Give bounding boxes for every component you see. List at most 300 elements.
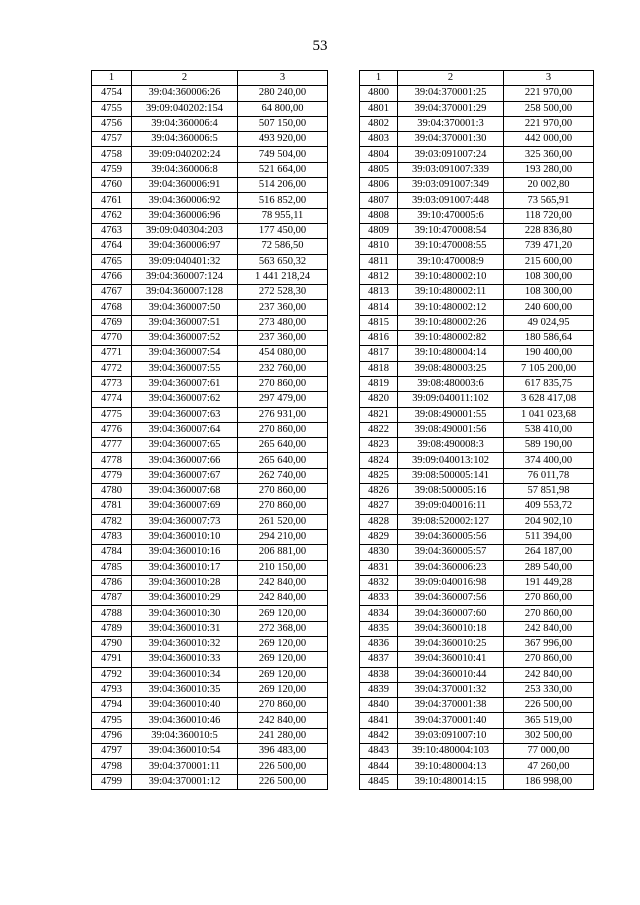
table-row	[92, 713, 328, 728]
value-cell: 242 840,00	[238, 575, 328, 590]
value-cell: 270 860,00	[238, 376, 328, 391]
value-cell: 521 664,00	[238, 162, 328, 177]
cadastral-number-cell: 39:03:091007:448	[398, 193, 504, 208]
cadastral-number-cell: 39:10:470008:9	[398, 254, 504, 269]
table-row	[92, 698, 328, 713]
table-row	[360, 376, 594, 391]
value-cell: 302 500,00	[504, 728, 594, 743]
row-number-cell: 4829	[360, 529, 398, 544]
value-cell: 749 504,00	[238, 147, 328, 162]
value-cell: 258 500,00	[504, 101, 594, 116]
value-cell: 118 720,00	[504, 208, 594, 223]
value-cell: 511 394,00	[504, 529, 594, 544]
value-cell: 442 000,00	[504, 132, 594, 147]
table-row	[360, 116, 594, 131]
table-row	[360, 346, 594, 361]
value-cell: 226 500,00	[504, 698, 594, 713]
table-row	[92, 438, 328, 453]
row-number-cell: 4761	[92, 193, 132, 208]
table-row	[92, 132, 328, 147]
table-row	[360, 300, 594, 315]
row-number-cell: 4757	[92, 132, 132, 147]
cadastral-number-cell: 39:10:480002:12	[398, 300, 504, 315]
table-row	[360, 361, 594, 376]
row-number-cell: 4760	[92, 178, 132, 193]
cadastral-number-cell: 39:04:360010:40	[132, 698, 238, 713]
table-row	[92, 484, 328, 499]
row-number-cell: 4840	[360, 698, 398, 713]
table-row	[92, 208, 328, 223]
row-number-cell: 4755	[92, 101, 132, 116]
cadastral-number-cell: 39:04:360006:92	[132, 193, 238, 208]
table-row	[360, 438, 594, 453]
row-number-cell: 4769	[92, 315, 132, 330]
row-number-cell: 4793	[92, 682, 132, 697]
value-cell: 270 860,00	[504, 652, 594, 667]
row-number-cell: 4772	[92, 361, 132, 376]
row-number-cell: 4774	[92, 392, 132, 407]
table-row	[360, 652, 594, 667]
table-row	[92, 575, 328, 590]
value-cell: 507 150,00	[238, 116, 328, 131]
table-row	[92, 86, 328, 101]
row-number-cell: 4773	[92, 376, 132, 391]
table-row	[92, 193, 328, 208]
cadastral-number-cell: 39:04:360006:5	[132, 132, 238, 147]
value-cell: 242 840,00	[238, 591, 328, 606]
value-cell: 191 449,28	[504, 575, 594, 590]
cadastral-number-cell: 39:04:360006:97	[132, 239, 238, 254]
cadastral-number-cell: 39:04:360007:128	[132, 285, 238, 300]
cadastral-number-cell: 39:04:360007:124	[132, 269, 238, 284]
row-number-cell: 4809	[360, 223, 398, 238]
value-cell: 262 740,00	[238, 468, 328, 483]
table-row	[92, 422, 328, 437]
table-row	[92, 162, 328, 177]
table-row	[92, 560, 328, 575]
table-row	[360, 86, 594, 101]
row-number-cell: 4762	[92, 208, 132, 223]
table-row	[92, 591, 328, 606]
value-cell: 108 300,00	[504, 269, 594, 284]
value-cell: 193 280,00	[504, 162, 594, 177]
cadastral-number-cell: 39:10:470005:6	[398, 208, 504, 223]
row-number-cell: 4815	[360, 315, 398, 330]
value-cell: 47 260,00	[504, 759, 594, 774]
row-number-cell: 4766	[92, 269, 132, 284]
cadastral-number-cell: 39:04:360007:66	[132, 453, 238, 468]
table-row	[360, 223, 594, 238]
row-number-cell: 4778	[92, 453, 132, 468]
value-cell: 226 500,00	[238, 759, 328, 774]
table-row	[360, 193, 594, 208]
table-row	[92, 774, 328, 789]
row-number-cell: 4788	[92, 606, 132, 621]
cadastral-number-cell: 39:04:360007:60	[398, 606, 504, 621]
value-cell: 180 586,64	[504, 331, 594, 346]
row-number-cell: 4825	[360, 468, 398, 483]
value-cell: 270 860,00	[504, 591, 594, 606]
table-row	[360, 132, 594, 147]
cadastral-number-cell: 39:04:360010:28	[132, 575, 238, 590]
row-number-cell: 4768	[92, 300, 132, 315]
row-number-cell: 4844	[360, 759, 398, 774]
table-row	[360, 713, 594, 728]
cadastral-number-cell: 39:08:480003:25	[398, 361, 504, 376]
row-number-cell: 4804	[360, 147, 398, 162]
table-row	[92, 621, 328, 636]
table-row	[92, 514, 328, 529]
table-row	[92, 361, 328, 376]
value-cell: 297 479,00	[238, 392, 328, 407]
value-cell: 270 860,00	[238, 499, 328, 514]
value-cell: 265 640,00	[238, 438, 328, 453]
value-cell: 409 553,72	[504, 499, 594, 514]
table-row	[92, 652, 328, 667]
cadastral-number-cell: 39:04:360010:17	[132, 560, 238, 575]
value-cell: 280 240,00	[238, 86, 328, 101]
column-header: 1	[92, 71, 132, 86]
row-number-cell: 4784	[92, 545, 132, 560]
value-cell: 242 840,00	[504, 621, 594, 636]
cadastral-number-cell: 39:08:500005:141	[398, 468, 504, 483]
value-cell: 367 996,00	[504, 636, 594, 651]
table-row	[360, 162, 594, 177]
value-cell: 242 840,00	[504, 667, 594, 682]
table-row	[92, 147, 328, 162]
row-number-cell: 4816	[360, 331, 398, 346]
table-row	[360, 315, 594, 330]
table-body	[92, 71, 328, 790]
column-header: 3	[238, 71, 328, 86]
cadastral-number-cell: 39:03:091007:10	[398, 728, 504, 743]
table-row	[360, 239, 594, 254]
cadastral-number-cell: 39:04:360006:4	[132, 116, 238, 131]
row-number-cell: 4843	[360, 744, 398, 759]
cadastral-number-cell: 39:04:370001:40	[398, 713, 504, 728]
table-row	[360, 407, 594, 422]
value-cell: 538 410,00	[504, 422, 594, 437]
row-number-cell: 4777	[92, 438, 132, 453]
row-number-cell: 4776	[92, 422, 132, 437]
table-row	[92, 223, 328, 238]
table-row	[360, 392, 594, 407]
cadastral-number-cell: 39:03:091007:349	[398, 178, 504, 193]
value-cell: 210 150,00	[238, 560, 328, 575]
cadastral-number-cell: 39:04:360006:96	[132, 208, 238, 223]
value-cell: 7 105 200,00	[504, 361, 594, 376]
table-row	[360, 575, 594, 590]
row-number-cell: 4791	[92, 652, 132, 667]
table-row	[92, 239, 328, 254]
table-row	[360, 331, 594, 346]
row-number-cell: 4842	[360, 728, 398, 743]
value-cell: 237 360,00	[238, 331, 328, 346]
table-row	[360, 101, 594, 116]
value-cell: 73 565,91	[504, 193, 594, 208]
cadastral-number-cell: 39:04:360007:51	[132, 315, 238, 330]
table-row	[360, 606, 594, 621]
row-number-cell: 4808	[360, 208, 398, 223]
value-cell: 221 970,00	[504, 86, 594, 101]
value-cell: 77 000,00	[504, 744, 594, 759]
row-number-cell: 4758	[92, 147, 132, 162]
row-number-cell: 4827	[360, 499, 398, 514]
table-row	[360, 254, 594, 269]
table-row	[92, 116, 328, 131]
cadastral-number-cell: 39:03:091007:24	[398, 147, 504, 162]
cadastral-number-cell: 39:04:360010:18	[398, 621, 504, 636]
cadastral-number-cell: 39:04:360007:73	[132, 514, 238, 529]
cadastral-number-cell: 39:04:360007:56	[398, 591, 504, 606]
cadastral-number-cell: 39:04:360007:50	[132, 300, 238, 315]
value-cell: 396 483,00	[238, 744, 328, 759]
row-number-cell: 4830	[360, 545, 398, 560]
value-cell: 20 002,80	[504, 178, 594, 193]
header-row	[92, 71, 328, 86]
row-number-cell: 4780	[92, 484, 132, 499]
value-cell: 253 330,00	[504, 682, 594, 697]
row-number-cell: 4832	[360, 575, 398, 590]
cadastral-number-cell: 39:10:470008:55	[398, 239, 504, 254]
row-number-cell: 4786	[92, 575, 132, 590]
row-number-cell: 4790	[92, 636, 132, 651]
value-cell: 204 902,10	[504, 514, 594, 529]
row-number-cell: 4814	[360, 300, 398, 315]
cadastral-number-cell: 39:04:360005:57	[398, 545, 504, 560]
row-number-cell: 4836	[360, 636, 398, 651]
cadastral-number-cell: 39:04:370001:25	[398, 86, 504, 101]
value-cell: 64 800,00	[238, 101, 328, 116]
row-number-cell: 4833	[360, 591, 398, 606]
row-number-cell: 4834	[360, 606, 398, 621]
table-row	[92, 285, 328, 300]
value-cell: 269 120,00	[238, 606, 328, 621]
row-number-cell: 4783	[92, 529, 132, 544]
table-row	[92, 453, 328, 468]
cadastral-number-cell: 39:04:360007:67	[132, 468, 238, 483]
table-row	[360, 453, 594, 468]
cadastral-number-cell: 39:04:360010:16	[132, 545, 238, 560]
cadastral-number-cell: 39:03:091007:339	[398, 162, 504, 177]
table-row	[360, 698, 594, 713]
row-number-cell: 4789	[92, 621, 132, 636]
table-row	[360, 667, 594, 682]
table-row	[92, 728, 328, 743]
row-number-cell: 4787	[92, 591, 132, 606]
cadastral-number-cell: 39:10:480014:15	[398, 774, 504, 789]
cadastral-number-cell: 39:04:360010:32	[132, 636, 238, 651]
cadastral-number-cell: 39:04:360010:5	[132, 728, 238, 743]
cadastral-number-cell: 39:08:490008:3	[398, 438, 504, 453]
cadastral-number-cell: 39:09:040304:203	[132, 223, 238, 238]
row-number-cell: 4800	[360, 86, 398, 101]
cadastral-number-cell: 39:04:360007:52	[132, 331, 238, 346]
value-cell: 589 190,00	[504, 438, 594, 453]
table-row	[92, 545, 328, 560]
table-row	[360, 774, 594, 789]
cadastral-number-cell: 39:10:480002:10	[398, 269, 504, 284]
cadastral-number-cell: 39:09:040202:24	[132, 147, 238, 162]
table-row	[360, 636, 594, 651]
cadastral-number-cell: 39:09:040013:102	[398, 453, 504, 468]
row-number-cell: 4782	[92, 514, 132, 529]
cadastral-number-cell: 39:08:480003:6	[398, 376, 504, 391]
row-number-cell: 4799	[92, 774, 132, 789]
row-number-cell: 4820	[360, 392, 398, 407]
value-cell: 294 210,00	[238, 529, 328, 544]
table-body	[360, 71, 594, 790]
value-cell: 272 368,00	[238, 621, 328, 636]
value-cell: 190 400,00	[504, 346, 594, 361]
cadastral-number-cell: 39:04:360007:61	[132, 376, 238, 391]
table-row	[360, 484, 594, 499]
table-row	[360, 514, 594, 529]
value-cell: 270 860,00	[504, 606, 594, 621]
cadastral-number-cell: 39:08:520002:127	[398, 514, 504, 529]
value-cell: 269 120,00	[238, 667, 328, 682]
value-cell: 72 586,50	[238, 239, 328, 254]
cadastral-number-cell: 39:09:040016:11	[398, 499, 504, 514]
row-number-cell: 4823	[360, 438, 398, 453]
value-cell: 240 600,00	[504, 300, 594, 315]
cadastral-number-cell: 39:04:360010:34	[132, 667, 238, 682]
value-cell: 269 120,00	[238, 652, 328, 667]
row-number-cell: 4763	[92, 223, 132, 238]
value-cell: 270 860,00	[238, 698, 328, 713]
table-row	[360, 422, 594, 437]
row-number-cell: 4785	[92, 560, 132, 575]
column-header: 1	[360, 71, 398, 86]
cadastral-number-cell: 39:10:480002:11	[398, 285, 504, 300]
cadastral-number-cell: 39:10:480004:13	[398, 759, 504, 774]
table-row	[92, 346, 328, 361]
value-cell: 108 300,00	[504, 285, 594, 300]
row-number-cell: 4803	[360, 132, 398, 147]
value-cell: 739 471,20	[504, 239, 594, 254]
table-row	[360, 560, 594, 575]
table-row	[92, 468, 328, 483]
cadastral-number-cell: 39:10:470008:54	[398, 223, 504, 238]
row-number-cell: 4801	[360, 101, 398, 116]
cadastral-number-cell: 39:04:360010:30	[132, 606, 238, 621]
cadastral-number-cell: 39:04:360005:56	[398, 529, 504, 544]
cadastral-number-cell: 39:04:360007:63	[132, 407, 238, 422]
value-cell: 206 881,00	[238, 545, 328, 560]
value-cell: 215 600,00	[504, 254, 594, 269]
row-number-cell: 4845	[360, 774, 398, 789]
column-header: 2	[132, 71, 238, 86]
row-number-cell: 4802	[360, 116, 398, 131]
row-number-cell: 4792	[92, 667, 132, 682]
value-cell: 226 500,00	[238, 774, 328, 789]
row-number-cell: 4811	[360, 254, 398, 269]
cadastral-number-cell: 39:04:360010:54	[132, 744, 238, 759]
value-cell: 261 520,00	[238, 514, 328, 529]
row-number-cell: 4817	[360, 346, 398, 361]
table-row	[360, 499, 594, 514]
row-number-cell: 4794	[92, 698, 132, 713]
table-row	[92, 759, 328, 774]
cadastral-number-cell: 39:09:040016:98	[398, 575, 504, 590]
value-cell: 242 840,00	[238, 713, 328, 728]
row-number-cell: 4805	[360, 162, 398, 177]
table-row	[360, 682, 594, 697]
value-cell: 374 400,00	[504, 453, 594, 468]
value-cell: 514 206,00	[238, 178, 328, 193]
cadastral-number-cell: 39:04:360010:33	[132, 652, 238, 667]
row-number-cell: 4806	[360, 178, 398, 193]
cadastral-number-cell: 39:08:500005:16	[398, 484, 504, 499]
row-number-cell: 4770	[92, 331, 132, 346]
value-cell: 1 441 218,24	[238, 269, 328, 284]
row-number-cell: 4795	[92, 713, 132, 728]
value-cell: 186 998,00	[504, 774, 594, 789]
table-row	[92, 667, 328, 682]
row-number-cell: 4841	[360, 713, 398, 728]
table-row	[92, 529, 328, 544]
cadastral-number-cell: 39:04:360010:41	[398, 652, 504, 667]
table-row	[92, 331, 328, 346]
row-number-cell: 4779	[92, 468, 132, 483]
cadastral-number-cell: 39:04:370001:29	[398, 101, 504, 116]
table-row	[360, 759, 594, 774]
table-row	[360, 285, 594, 300]
row-number-cell: 4837	[360, 652, 398, 667]
row-number-cell: 4818	[360, 361, 398, 376]
value-cell: 365 519,00	[504, 713, 594, 728]
cadastral-number-cell: 39:04:360007:54	[132, 346, 238, 361]
row-number-cell: 4821	[360, 407, 398, 422]
cadastral-number-cell: 39:09:040401:32	[132, 254, 238, 269]
table-row	[360, 545, 594, 560]
row-number-cell: 4826	[360, 484, 398, 499]
cadastral-number-cell: 39:10:480002:82	[398, 331, 504, 346]
cadastral-number-cell: 39:04:360010:10	[132, 529, 238, 544]
value-cell: 237 360,00	[238, 300, 328, 315]
table-row	[92, 269, 328, 284]
row-number-cell: 4775	[92, 407, 132, 422]
cadastral-number-cell: 39:04:370001:30	[398, 132, 504, 147]
row-number-cell: 4835	[360, 621, 398, 636]
cadastral-number-cell: 39:04:360010:44	[398, 667, 504, 682]
table-row	[360, 269, 594, 284]
value-cell: 270 860,00	[238, 484, 328, 499]
cadastral-number-cell: 39:04:360010:46	[132, 713, 238, 728]
value-cell: 325 360,00	[504, 147, 594, 162]
value-cell: 617 835,75	[504, 376, 594, 391]
cadastral-number-cell: 39:04:360006:91	[132, 178, 238, 193]
value-cell: 228 836,80	[504, 223, 594, 238]
value-cell: 76 011,78	[504, 468, 594, 483]
header-row	[360, 71, 594, 86]
cadastral-number-cell: 39:04:360007:69	[132, 499, 238, 514]
cadastral-number-cell: 39:04:370001:3	[398, 116, 504, 131]
cadastral-number-cell: 39:04:360006:8	[132, 162, 238, 177]
register-table-left	[91, 70, 328, 790]
row-number-cell: 4828	[360, 514, 398, 529]
row-number-cell: 4759	[92, 162, 132, 177]
value-cell: 270 860,00	[238, 422, 328, 437]
table-row	[92, 101, 328, 116]
table-row	[360, 744, 594, 759]
row-number-cell: 4831	[360, 560, 398, 575]
cadastral-number-cell: 39:04:360006:26	[132, 86, 238, 101]
table-row	[92, 178, 328, 193]
cadastral-number-cell: 39:04:360007:55	[132, 361, 238, 376]
row-number-cell: 4824	[360, 453, 398, 468]
column-header: 2	[398, 71, 504, 86]
